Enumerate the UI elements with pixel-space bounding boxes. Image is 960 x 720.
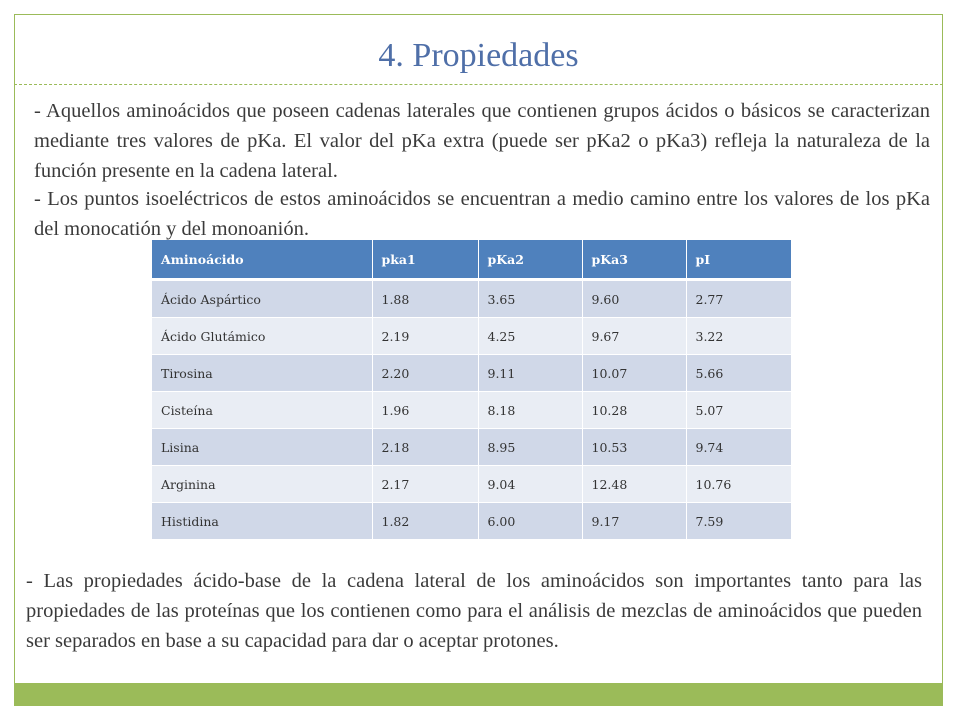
title-divider (14, 84, 943, 85)
cell-pka1: 2.18 (372, 429, 478, 466)
cell-pka2: 8.18 (478, 392, 582, 429)
cell-pka2: 4.25 (478, 318, 582, 355)
table-row (152, 503, 791, 540)
cell-pi: 5.07 (686, 392, 791, 429)
table-row (152, 280, 791, 318)
cell-pka1: 2.20 (372, 355, 478, 392)
header-pka3: pKa3 (582, 240, 686, 280)
cell-pka1: 2.17 (372, 466, 478, 503)
paragraph-isoelectric-points: - Los puntos isoeléctricos de estos aminoácidos se encuentran a medio camino entre los valores de los pKa del monocatión y del monoanión. (34, 188, 930, 240)
header-aminoacid: Aminoácido (152, 240, 372, 280)
cell-pka3: 9.17 (582, 503, 686, 540)
cell-aminoacid: Histidina (152, 503, 372, 540)
cell-aminoacid: Ácido Aspártico (152, 280, 372, 318)
cell-pka2: 3.65 (478, 280, 582, 318)
table-row (152, 355, 791, 392)
cell-pka2: 8.95 (478, 429, 582, 466)
header-pka1: pka1 (372, 240, 478, 280)
cell-aminoacid: Arginina (152, 466, 372, 503)
cell-pka3: 9.67 (582, 318, 686, 355)
cell-pi: 10.76 (686, 466, 791, 503)
pka-table (152, 240, 791, 539)
cell-pka1: 1.96 (372, 392, 478, 429)
cell-pka1: 1.82 (372, 503, 478, 540)
paragraph-side-chain-pka: - Aquellos aminoácidos que poseen cadenas laterales que contienen grupos ácidos o básicos se caracterizan mediante tres valores de pKa. El valor del pKa extra (puede ser pKa2 o pKa3) refleja la naturaleza de la función presente en la cadena lateral. (34, 100, 930, 182)
cell-aminoacid: Ácido Glutámico (152, 318, 372, 355)
table-row (152, 429, 791, 466)
table-row (152, 318, 791, 355)
cell-aminoacid: Cisteína (152, 392, 372, 429)
paragraph-acid-base-properties: - Las propiedades ácido-base de la cadena lateral de los aminoácidos son importantes tanto para las propiedades de las proteínas que los contienen como para el análisis de mezclas de aminoácidos que pueden ser separados en base a su capacidad para dar o aceptar protones. (26, 570, 922, 652)
cell-pka3: 9.60 (582, 280, 686, 318)
cell-pka3: 10.53 (582, 429, 686, 466)
footer-accent-bar (14, 684, 943, 706)
cell-pka3: 10.28 (582, 392, 686, 429)
cell-pka2: 6.00 (478, 503, 582, 540)
cell-aminoacid: Tirosina (152, 355, 372, 392)
cell-pka2: 9.11 (478, 355, 582, 392)
cell-pi: 2.77 (686, 280, 791, 318)
cell-pka1: 1.88 (372, 280, 478, 318)
cell-pka3: 12.48 (582, 466, 686, 503)
cell-pi: 9.74 (686, 429, 791, 466)
cell-pka1: 2.19 (372, 318, 478, 355)
table-row (152, 466, 791, 503)
table-header-row (152, 240, 791, 280)
cell-pka3: 10.07 (582, 355, 686, 392)
cell-pi: 5.66 (686, 355, 791, 392)
header-pka2: pKa2 (478, 240, 582, 280)
slide-title: 4. Propiedades (378, 37, 579, 74)
cell-aminoacid: Lisina (152, 429, 372, 466)
cell-pi: 7.59 (686, 503, 791, 540)
table-row (152, 392, 791, 429)
header-pi: pI (686, 240, 791, 280)
cell-pi: 3.22 (686, 318, 791, 355)
cell-pka2: 9.04 (478, 466, 582, 503)
